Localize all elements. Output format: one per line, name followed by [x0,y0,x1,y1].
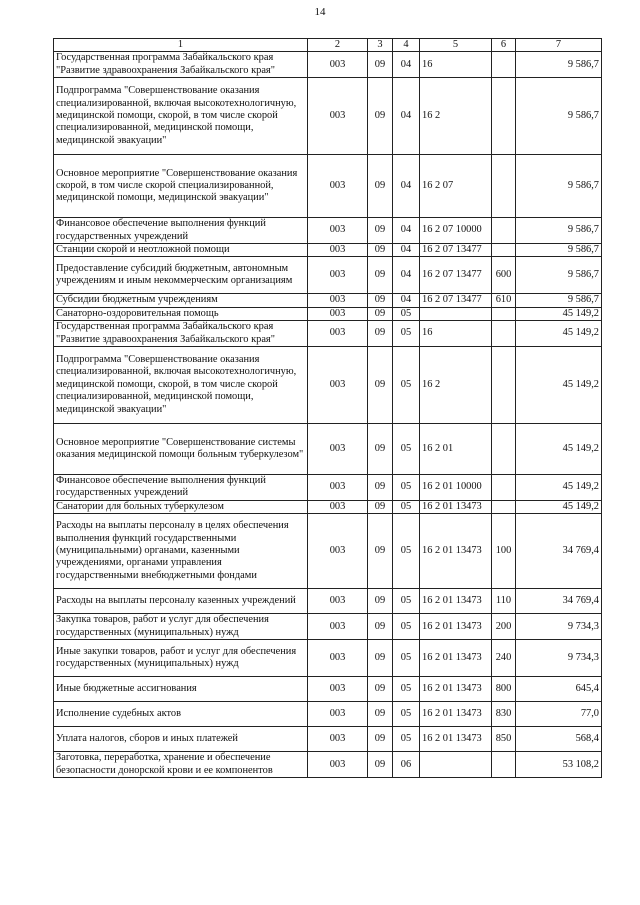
column-header: 2 [308,39,368,52]
expense-type-code-cell: 610 [492,294,516,307]
table-row [54,347,602,424]
column-header: 6 [492,39,516,52]
row-name-cell: Расходы на выплаты персоналу в целях обеспечения выполнения функций государственными (муниципальными) органами, казенными учреждениями, органами управления государственными внебюджетными фондами [54,514,308,589]
expense-type-code-cell [492,244,516,257]
section-code-cell: 09 [368,307,393,320]
ministry-code-cell: 003 [308,155,368,218]
table-row [54,500,602,513]
column-header: 3 [368,39,393,52]
section-code-cell: 09 [368,475,393,501]
row-name-cell: Расходы на выплаты персоналу казенных учреждений [54,589,308,614]
ministry-code-cell: 003 [308,702,368,727]
target-article-code-cell: 16 2 01 13473 [420,614,492,640]
ministry-code-cell: 003 [308,257,368,294]
table-row [54,244,602,257]
subsection-code-cell: 05 [393,321,420,347]
section-code-cell: 09 [368,640,393,677]
table-header-row [54,39,602,52]
target-article-code-cell: 16 2 01 13473 [420,640,492,677]
expense-type-code-cell [492,347,516,424]
section-code-cell: 09 [368,218,393,244]
subsection-code-cell: 05 [393,702,420,727]
section-code-cell: 09 [368,677,393,702]
section-code-cell: 09 [368,702,393,727]
ministry-code-cell: 003 [308,727,368,752]
amount-cell: 9 586,7 [516,218,602,244]
target-article-code-cell: 16 2 07 13477 [420,244,492,257]
amount-cell: 9 586,7 [516,155,602,218]
table-row [54,307,602,320]
row-name-cell: Исполнение судебных актов [54,702,308,727]
expense-type-code-cell [492,500,516,513]
target-article-code-cell: 16 2 07 [420,155,492,218]
amount-cell: 45 149,2 [516,321,602,347]
target-article-code-cell [420,307,492,320]
expense-type-code-cell: 600 [492,257,516,294]
subsection-code-cell: 04 [393,294,420,307]
amount-cell: 34 769,4 [516,514,602,589]
section-code-cell: 09 [368,244,393,257]
table-row [54,514,602,589]
column-header: 4 [393,39,420,52]
ministry-code-cell: 003 [308,307,368,320]
table-row [54,294,602,307]
ministry-code-cell: 003 [308,640,368,677]
subsection-code-cell: 05 [393,677,420,702]
section-code-cell: 09 [368,752,393,778]
row-name-cell: Финансовое обеспечение выполнения функций государственных учреждений [54,475,308,501]
table-row [54,640,602,677]
amount-cell: 77,0 [516,702,602,727]
target-article-code-cell: 16 2 01 13473 [420,514,492,589]
target-article-code-cell [420,752,492,778]
column-header: 7 [516,39,602,52]
section-code-cell: 09 [368,257,393,294]
row-name-cell: Уплата налогов, сборов и иных платежей [54,727,308,752]
section-code-cell: 09 [368,78,393,155]
ministry-code-cell: 003 [308,475,368,501]
subsection-code-cell: 05 [393,589,420,614]
ministry-code-cell: 003 [308,514,368,589]
subsection-code-cell: 04 [393,155,420,218]
ministry-code-cell: 003 [308,321,368,347]
subsection-code-cell: 05 [393,347,420,424]
amount-cell: 9 586,7 [516,294,602,307]
target-article-code-cell: 16 2 01 [420,424,492,475]
table-row [54,727,602,752]
amount-cell: 645,4 [516,677,602,702]
page-number: 14 [314,6,326,18]
row-name-cell: Заготовка, переработка, хранение и обеспечение безопасности донорской крови и ее компонентов [54,752,308,778]
expense-type-code-cell [492,155,516,218]
expense-type-code-cell: 100 [492,514,516,589]
expense-type-code-cell [492,424,516,475]
table-row [54,614,602,640]
subsection-code-cell: 05 [393,475,420,501]
row-name-cell: Санатории для больных туберкулезом [54,500,308,513]
subsection-code-cell: 05 [393,614,420,640]
row-name-cell: Государственная программа Забайкальского края "Развитие здравоохранения Забайкальского края" [54,52,308,78]
section-code-cell: 09 [368,52,393,78]
row-name-cell: Санаторно-оздоровительная помощь [54,307,308,320]
expense-type-code-cell [492,52,516,78]
row-name-cell: Государственная программа Забайкальского края "Развитие здравоохранения Забайкальского края" [54,321,308,347]
expense-type-code-cell [492,475,516,501]
amount-cell: 53 108,2 [516,752,602,778]
amount-cell: 34 769,4 [516,589,602,614]
subsection-code-cell: 04 [393,52,420,78]
ministry-code-cell: 003 [308,677,368,702]
ministry-code-cell: 003 [308,244,368,257]
target-article-code-cell: 16 2 01 13473 [420,500,492,513]
table-body [54,52,602,778]
amount-cell: 45 149,2 [516,347,602,424]
amount-cell: 45 149,2 [516,424,602,475]
target-article-code-cell: 16 2 07 10000 [420,218,492,244]
ministry-code-cell: 003 [308,752,368,778]
row-name-cell: Подпрограмма "Совершенствование оказания специализированной, включая высокотехнологичную, медицинской помощи, скорой, в том числе скорой специализированной, медицинской помощи, медицинской эвакуации" [54,347,308,424]
target-article-code-cell: 16 2 [420,347,492,424]
section-code-cell: 09 [368,294,393,307]
target-article-code-cell: 16 2 07 13477 [420,257,492,294]
table-row [54,78,602,155]
table-row [54,702,602,727]
target-article-code-cell: 16 [420,321,492,347]
subsection-code-cell: 05 [393,500,420,513]
row-name-cell: Финансовое обеспечение выполнения функций государственных учреждений [54,218,308,244]
ministry-code-cell: 003 [308,218,368,244]
row-name-cell: Субсидии бюджетным учреждениям [54,294,308,307]
section-code-cell: 09 [368,155,393,218]
section-code-cell: 09 [368,589,393,614]
amount-cell: 45 149,2 [516,475,602,501]
table-row [54,257,602,294]
table-row [54,424,602,475]
budget-table [53,38,602,778]
target-article-code-cell: 16 2 [420,78,492,155]
column-header: 5 [420,39,492,52]
expense-type-code-cell: 110 [492,589,516,614]
ministry-code-cell: 003 [308,589,368,614]
target-article-code-cell: 16 2 01 13473 [420,727,492,752]
section-code-cell: 09 [368,514,393,589]
table-row [54,475,602,501]
table-row [54,218,602,244]
ministry-code-cell: 003 [308,500,368,513]
row-name-cell: Иные бюджетные ассигнования [54,677,308,702]
subsection-code-cell: 05 [393,307,420,320]
section-code-cell: 09 [368,424,393,475]
section-code-cell: 09 [368,347,393,424]
subsection-code-cell: 05 [393,640,420,677]
subsection-code-cell: 06 [393,752,420,778]
table-row [54,155,602,218]
expense-type-code-cell: 830 [492,702,516,727]
expense-type-code-cell: 200 [492,614,516,640]
amount-cell: 45 149,2 [516,500,602,513]
row-name-cell: Предоставление субсидий бюджетным, автономным учреждениям и иным некоммерческим организациям [54,257,308,294]
target-article-code-cell: 16 2 01 13473 [420,702,492,727]
target-article-code-cell: 16 2 01 13473 [420,589,492,614]
subsection-code-cell: 04 [393,78,420,155]
row-name-cell: Иные закупки товаров, работ и услуг для обеспечения государственных (муниципальных) нужд [54,640,308,677]
amount-cell: 9 586,7 [516,257,602,294]
amount-cell: 9 586,7 [516,244,602,257]
section-code-cell: 09 [368,321,393,347]
expense-type-code-cell: 800 [492,677,516,702]
table-row [54,752,602,778]
ministry-code-cell: 003 [308,614,368,640]
expense-type-code-cell [492,307,516,320]
subsection-code-cell: 04 [393,257,420,294]
expense-type-code-cell: 240 [492,640,516,677]
row-name-cell: Основное мероприятие "Совершенствование системы оказания медицинской помощи больным туберкулезом" [54,424,308,475]
row-name-cell: Станции скорой и неотложной помощи [54,244,308,257]
ministry-code-cell: 003 [308,347,368,424]
subsection-code-cell: 04 [393,218,420,244]
ministry-code-cell: 003 [308,294,368,307]
section-code-cell: 09 [368,614,393,640]
column-header: 1 [54,39,308,52]
ministry-code-cell: 003 [308,78,368,155]
row-name-cell: Подпрограмма "Совершенствование оказания специализированной, включая высокотехнологичную, медицинской помощи, скорой, в том числе скорой специализированной, медицинской помощи, медицинской эвакуации" [54,78,308,155]
ministry-code-cell: 003 [308,52,368,78]
expense-type-code-cell [492,752,516,778]
amount-cell: 568,4 [516,727,602,752]
section-code-cell: 09 [368,727,393,752]
table-row [54,589,602,614]
amount-cell: 9 586,7 [516,52,602,78]
subsection-code-cell: 04 [393,244,420,257]
table-row [54,321,602,347]
amount-cell: 9 734,3 [516,640,602,677]
row-name-cell: Основное мероприятие "Совершенствование оказания скорой, в том числе скорой специализированной, медицинской помощи, медицинской эвакуации" [54,155,308,218]
table-row [54,52,602,78]
subsection-code-cell: 05 [393,424,420,475]
expense-type-code-cell: 850 [492,727,516,752]
amount-cell: 45 149,2 [516,307,602,320]
target-article-code-cell: 16 2 07 13477 [420,294,492,307]
expense-type-code-cell [492,78,516,155]
row-name-cell: Закупка товаров, работ и услуг для обеспечения государственных (муниципальных) нужд [54,614,308,640]
section-code-cell: 09 [368,500,393,513]
target-article-code-cell: 16 2 01 10000 [420,475,492,501]
expense-type-code-cell [492,321,516,347]
table-row [54,677,602,702]
target-article-code-cell: 16 [420,52,492,78]
amount-cell: 9 734,3 [516,614,602,640]
subsection-code-cell: 05 [393,727,420,752]
target-article-code-cell: 16 2 01 13473 [420,677,492,702]
expense-type-code-cell [492,218,516,244]
subsection-code-cell: 05 [393,514,420,589]
ministry-code-cell: 003 [308,424,368,475]
amount-cell: 9 586,7 [516,78,602,155]
